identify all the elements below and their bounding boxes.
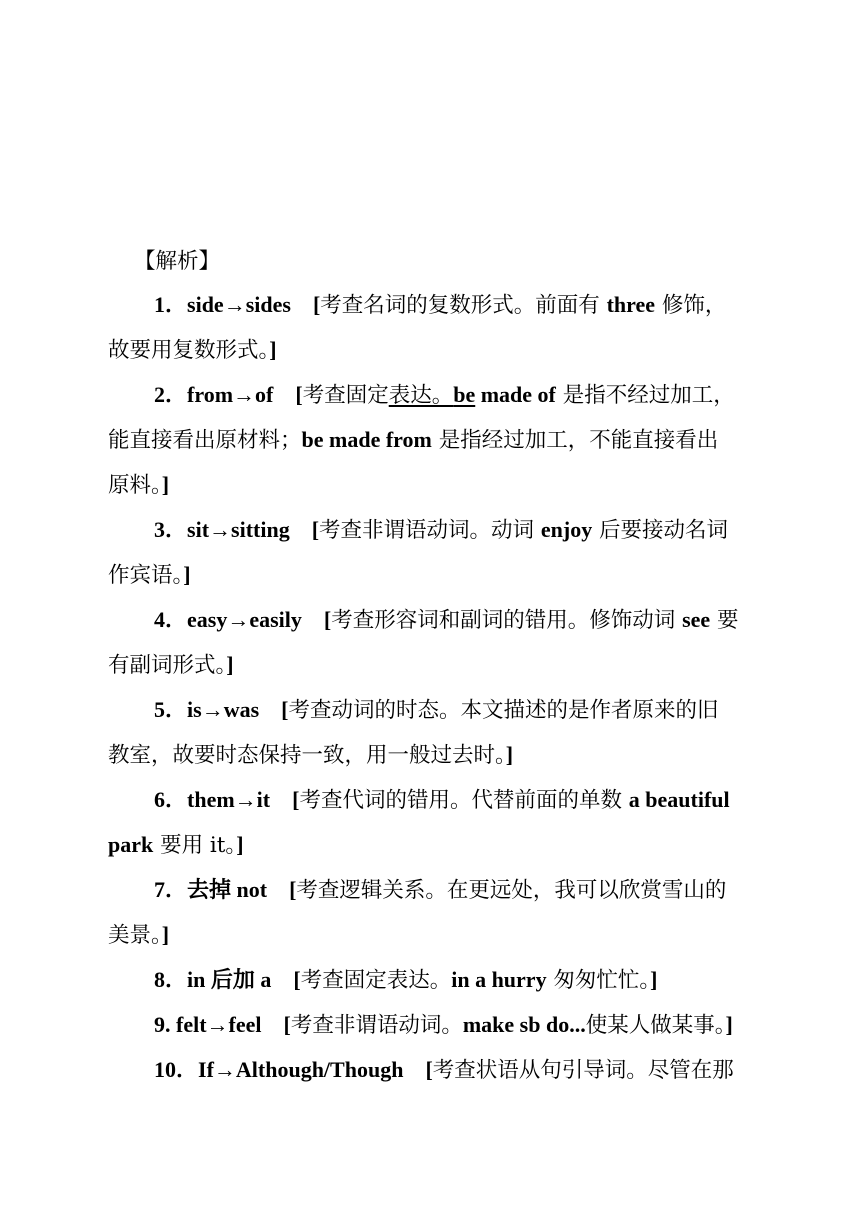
item-6-line-2 — [108, 828, 770, 859]
item-3-explanation-seg: 后要接动名词 — [592, 518, 729, 543]
item-8-explanation-seg: ] — [650, 967, 658, 992]
item-4-explanation-seg: 考查形容词和副词的错用。修饰动词 — [331, 608, 683, 633]
item-3-explanation-seg: [ — [311, 517, 320, 542]
item-2-line-3 — [108, 468, 770, 499]
item-9-explanation-seg: 考查非谓语动词。 — [290, 1013, 463, 1038]
item-6-explanation-seg: ] — [236, 832, 244, 857]
item-3-explanation-seg: 考查非谓语动词。动词 — [319, 518, 541, 543]
correction: from→of — [187, 382, 274, 407]
item-8-line-1 — [154, 963, 770, 994]
item-10-line-1 — [154, 1053, 770, 1084]
item-number: 3． — [154, 517, 188, 542]
item-9-explanation-seg: 使某人做某事。 — [585, 1013, 726, 1038]
item-7-explanation-seg: 美景。 — [108, 923, 162, 948]
item-5-explanation-seg: 考查动词的时态。本文描述的是作者原来的旧 — [288, 698, 719, 723]
item-7-explanation-seg: [ — [289, 877, 297, 902]
item-2-explanation-seg: be made from — [301, 427, 432, 452]
item-number: 1． — [154, 292, 188, 317]
item-3-explanation-seg: enjoy — [540, 517, 593, 542]
item-2-line-2 — [108, 423, 770, 454]
item-5-line-1 — [154, 693, 770, 724]
item-1-explanation-seg: 故要用复数形式。 — [108, 338, 270, 363]
item-1-explanation-seg: [ — [312, 292, 321, 317]
item-2-explanation-seg: be — [453, 382, 476, 407]
item-5-explanation-seg: 教室，故要时态保持一致，用一般过去时。 — [108, 743, 506, 768]
correction: side→sides — [187, 292, 291, 317]
item-number: 7． — [154, 877, 188, 902]
item-1-line-1 — [154, 288, 770, 319]
item-6-explanation-seg: park — [108, 832, 154, 857]
item-2-explanation-seg: 是指经过加工，不能直接看出 — [431, 428, 719, 453]
item-3-explanation-seg: 作宾语。 — [108, 563, 184, 588]
correction: them→it — [187, 787, 271, 812]
item-number: 6． — [154, 787, 188, 812]
item-7-line-2 — [108, 918, 770, 949]
item-3-line-1 — [154, 513, 770, 544]
item-2-line-1 — [154, 378, 770, 409]
item-number: 4． — [154, 607, 188, 632]
item-2-explanation-seg: ] — [161, 472, 170, 497]
item-number: 2． — [154, 382, 188, 407]
item-3-explanation-seg: ] — [183, 562, 191, 587]
item-8-explanation-seg: 考查固定表达。 — [300, 968, 452, 993]
analysis-heading: 【解析】 — [134, 249, 221, 274]
item-5-explanation-seg: [ — [281, 697, 289, 722]
item-2-explanation-seg: [ — [295, 382, 303, 407]
correction: If→Although/Though — [198, 1057, 404, 1082]
item-number: 10． — [154, 1057, 199, 1082]
item-2-explanation-seg: made of — [475, 382, 556, 407]
item-5-explanation-seg: ] — [505, 742, 514, 767]
item-6-explanation-seg: [ — [292, 787, 300, 812]
correction: 去掉 not — [187, 877, 268, 902]
item-1-explanation-seg: three — [606, 292, 656, 317]
item-10-explanation-seg: 考查状语从句引导词。尽管在那 — [432, 1058, 734, 1083]
item-4-explanation-seg: 有副词形式。 — [108, 653, 227, 678]
item-6-explanation-seg: 要用 it。 — [153, 833, 237, 858]
item-1-line-2 — [108, 333, 770, 364]
item-6-line-1 — [154, 783, 770, 814]
item-7-line-1 — [154, 873, 770, 904]
item-8-explanation-seg: [ — [293, 967, 301, 992]
item-number: 8． — [154, 967, 188, 992]
item-2-explanation-seg: 考查固定 — [302, 383, 389, 408]
item-number: 9. — [154, 1012, 176, 1037]
item-4-explanation-seg: ] — [226, 652, 234, 677]
correction: easy→easily — [187, 607, 302, 632]
item-9-explanation-seg: make sb do... — [462, 1012, 586, 1037]
item-4-line-1 — [154, 603, 770, 634]
item-9-line-1 — [154, 1008, 770, 1039]
item-1-explanation-seg: 考查名词的复数形式。前面有 — [320, 293, 607, 318]
item-7-explanation-seg: 考查逻辑关系。在更远处，我可以欣赏雪山的 — [296, 878, 727, 903]
item-2-explanation-seg: 是指不经过加工， — [555, 383, 735, 408]
correction: is→was — [187, 697, 260, 722]
correction: in 后加 a — [187, 967, 272, 992]
item-8-explanation-seg: in a hurry — [451, 967, 547, 992]
correction: felt→feel — [176, 1012, 262, 1037]
item-7-explanation-seg: ] — [161, 922, 170, 947]
item-3-line-2 — [108, 558, 770, 589]
item-8-explanation-seg: 匆匆忙忙。 — [546, 968, 651, 993]
item-4-line-2 — [108, 648, 770, 679]
item-2-explanation-seg: 表达。 — [388, 383, 454, 408]
item-1-explanation-seg: 修饰， — [655, 293, 727, 318]
item-9-explanation-seg: ] — [725, 1012, 733, 1037]
item-4-explanation-seg: 要 — [710, 608, 739, 633]
correction: sit→sitting — [187, 517, 290, 542]
item-6-explanation-seg: 考查代词的错用。代替前面的单数 — [299, 788, 629, 813]
item-5-line-2 — [108, 738, 770, 769]
item-6-explanation-seg: a beautiful — [628, 787, 730, 812]
item-number: 5． — [154, 697, 188, 722]
item-10-explanation-seg: [ — [425, 1057, 433, 1082]
item-9-explanation-seg: [ — [283, 1012, 291, 1037]
item-2-explanation-seg: 原料。 — [108, 473, 162, 498]
item-1-explanation-seg: ] — [269, 337, 277, 362]
item-2-explanation-seg: 能直接看出原材料； — [108, 428, 302, 453]
item-4-explanation-seg: see — [682, 607, 711, 632]
item-4-explanation-seg: [ — [323, 607, 332, 632]
